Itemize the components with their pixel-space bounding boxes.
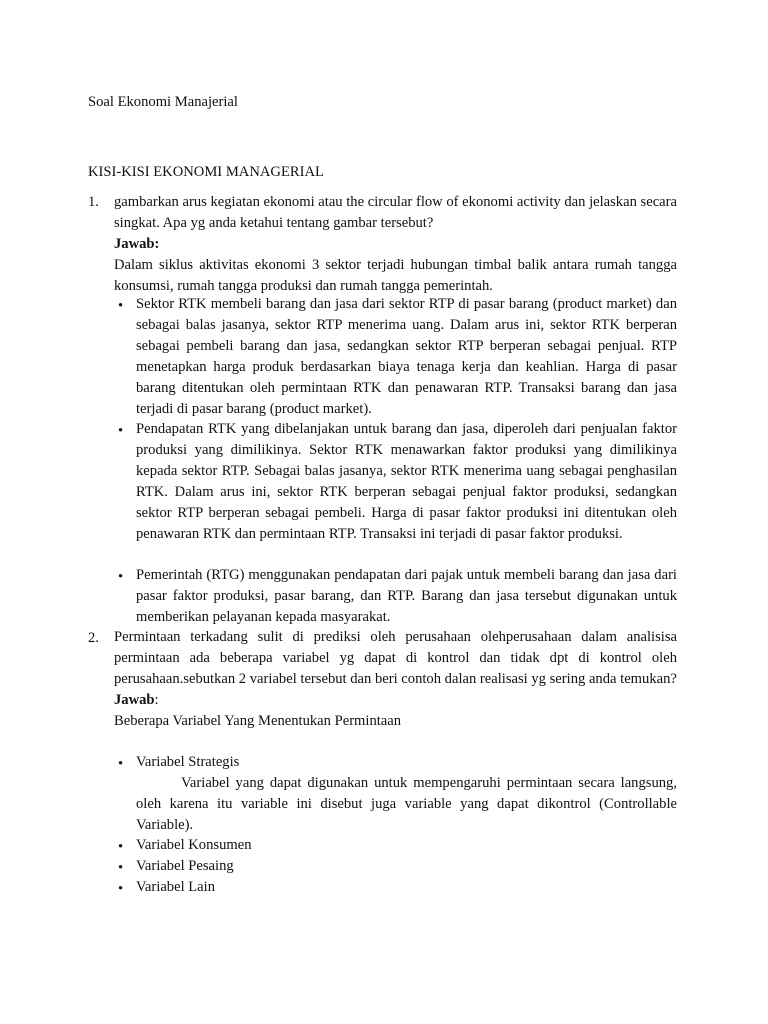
question-1-bullet-2: Pendapatan RTK yang dibelanjakan untuk barang dan jasa, diperoleh dari penjualan faktor produksi yang dimilikinya. Sektor RTK menawarkan faktor produksi yang dimilikinya kepada sektor RTP. Sebagai balas jasanya, sektor RTK menerima uang sebagai penghasilan RTK. Dalam arus ini, sektor RTK berperan sebagai penjual faktor produksi, sedangkan sektor RTP berperan sebagai pembeli. Harga di pasar faktor produksi ini ditentukan oleh penawaran RTK dan permintaan RTP. Transaksi ini terjadi di pasar faktor produksi. [136, 421, 677, 542]
question-2-bullet-1 [136, 752, 677, 836]
bullet-dot: • [118, 756, 124, 772]
bullet-dot: • [118, 298, 124, 314]
question-2-answer-label: Jawab [114, 691, 155, 708]
section-heading: KISI-KISI EKONOMI MANAGERIAL [88, 164, 324, 180]
question-2-answer-colon: : [154, 691, 159, 708]
question-1-number: 1. [88, 194, 99, 210]
question-1-bullet-1: Sektor RTK membeli barang dan jasa dari sektor RTP di pasar barang (product market) dan sebagai balas jasanya, sektor RTP menerima uang. Dalam arus ini, sektor RTK berperan sebagai pembeli barang dan jasa, sedangkan sektor RTP berperan sebagai penjual. RTP menetapkan harga produk berdasarkan biaya tenaga kerja dan keahlian. Harga di pasar barang ditentukan oleh permintaan RTK dan penawaran RTP. Transaksi barang dan jasa terjadi di pasar barang (product market). [136, 296, 677, 417]
question-1-answer-intro: Dalam siklus aktivitas ekonomi 3 sektor terjadi hubungan timbal balik antara rumah tangga konsumsi, rumah tangga produksi dan rumah tangga pemerintah. [114, 256, 677, 294]
question-2-text: Permintaan terkadang sulit di prediksi oleh perusahaan olehperusahaan dalam analisisa permintaan ada beberapa variabel yg dapat di kontrol dan tidak dpt di kontrol oleh perusahaan.sebutkan 2 variabel tersebut dan beri contoh dalan realisasi yg sering anda temukan? [114, 629, 677, 687]
question-1-block [114, 192, 677, 297]
question-1-bullet-3: Pemerintah (RTG) menggunakan pendapatan dari pajak untuk membeli barang dan jasa dari pasar faktor produksi, pasar barang, dan RTP. Barang dan jasa tersebut digunakan untuk memberikan pelayanan kepada masyarakat. [136, 567, 677, 625]
bullet-dot: • [118, 423, 124, 439]
question-2-answer-line [114, 690, 677, 711]
bullet-dot: • [118, 839, 124, 855]
bullet-dot: • [118, 881, 124, 897]
bullet-dot: • [118, 860, 124, 876]
question-2-number: 2. [88, 630, 99, 646]
question-2-answer-intro: Beberapa Variabel Yang Menentukan Permintaan [114, 712, 402, 729]
bullet-dot: • [118, 569, 124, 585]
question-1-answer-label: Jawab: [114, 235, 160, 252]
question-2-bullet-2: Variabel Konsumen [136, 837, 252, 853]
question-1-text: gambarkan arus kegiatan ekonomi atau the circular flow of ekonomi activity dan jelaskan secara singkat. Apa yg anda ketahui tentang gambar tersebut? [114, 194, 677, 231]
document-title: Soal Ekonomi Manajerial [88, 94, 238, 110]
question-2-bullet-3: Variabel Pesaing [136, 858, 234, 874]
variable-label: Variabel Strategis [136, 754, 240, 770]
variable-detail: Variabel yang dapat digunakan untuk mempengaruhi permintaan secara langsung, oleh karena itu variable ini disebut juga variable yang dapat dikontrol (Controllable Variable). [136, 774, 677, 833]
question-2-block [114, 627, 677, 732]
question-2-bullet-4: Variabel Lain [136, 879, 216, 895]
